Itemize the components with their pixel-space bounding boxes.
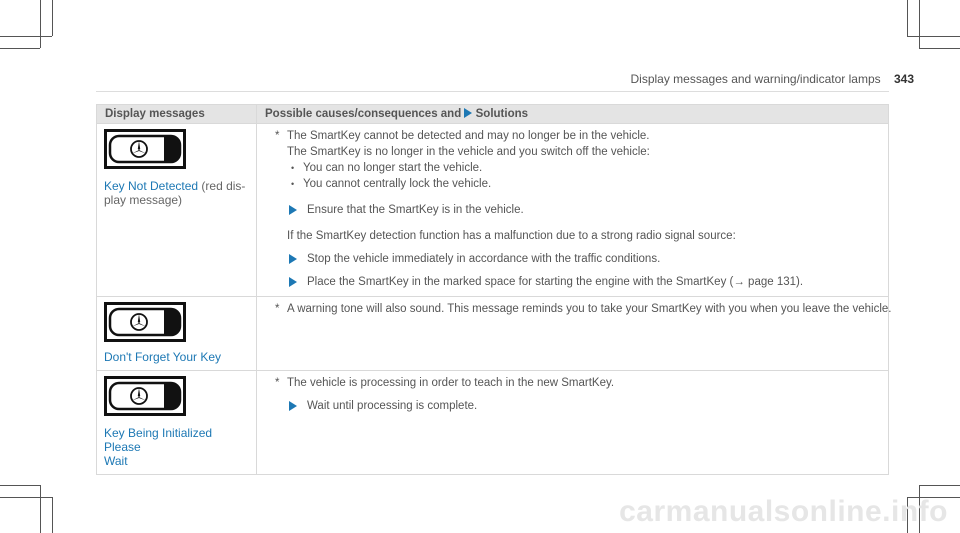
arrow-right-icon: [289, 277, 297, 287]
causes-cell: [257, 371, 889, 475]
arrow-right-icon: [289, 254, 297, 264]
crop-mark: [0, 48, 40, 49]
message-label: Key Not Detected: [104, 179, 199, 193]
solution-text: Ensure that the SmartKey is in the vehicle.: [307, 204, 524, 216]
message-label: Key Being Initialized Please: [104, 426, 213, 454]
crop-mark: [919, 485, 960, 486]
col-header-messages: Display messages: [97, 105, 257, 124]
table-header-row: [97, 105, 889, 124]
consequence-line: The SmartKey is no longer in the vehicle and you switch off the vehicle:: [287, 146, 650, 158]
bullet-icon: •: [291, 179, 295, 189]
message-note: (red dis-: [198, 179, 246, 193]
page-number: 343: [893, 72, 914, 86]
crop-mark: [40, 485, 41, 533]
message-cell: [97, 371, 257, 475]
crop-mark: [0, 36, 52, 37]
col-header-causes: [257, 105, 889, 124]
crop-mark: [919, 0, 920, 48]
message-note-cont: play message): [104, 193, 183, 207]
display-messages-table: [96, 104, 892, 475]
asterisk-icon: *: [275, 377, 280, 389]
causes-cell: [257, 297, 892, 371]
crop-mark: [0, 497, 52, 498]
header-rule: [96, 91, 889, 92]
message-cell: [97, 297, 257, 371]
cause-line: If the SmartKey detection function has a malfunction due to a strong radio signal source:: [287, 230, 736, 242]
crop-mark: [907, 36, 960, 37]
smartkey-icon: [104, 129, 186, 169]
arrow-right-icon: [289, 205, 297, 215]
cause-text: The SmartKey cannot be detected and may no longer be in the vehicle.: [287, 130, 650, 142]
cause-text: A warning tone will also sound. This message reminds you to take your SmartKey with you when you leave the vehicle.: [287, 303, 892, 315]
table-row: [97, 297, 889, 371]
solution-text: Place the SmartKey in the marked space for starting the engine with the SmartKey (→ page 131).: [307, 276, 804, 288]
page-title: Display messages and warning/indicator lamps: [630, 72, 881, 86]
watermark: carmanualsonline.info: [619, 495, 948, 528]
crop-mark: [52, 497, 53, 533]
arrow-right-icon: [289, 401, 297, 411]
asterisk-icon: *: [275, 130, 280, 142]
causes-cell: [257, 124, 889, 297]
smartkey-icon: [104, 376, 186, 416]
table-row: [97, 124, 889, 297]
crop-mark: [0, 485, 40, 486]
list-item-text: You cannot centrally lock the vehicle.: [303, 178, 492, 190]
solution-text: Wait until processing is complete.: [307, 400, 478, 412]
solution-step: [275, 251, 878, 267]
table-row: [97, 371, 889, 475]
crop-mark: [919, 48, 960, 49]
list-item: [275, 160, 878, 176]
message-label: Don't Forget Your Key: [104, 350, 222, 364]
solution-step: [275, 202, 878, 218]
message-label-cont: Wait: [104, 454, 128, 468]
crop-mark: [40, 0, 41, 48]
crop-mark: [907, 0, 908, 36]
cause-line: [275, 375, 878, 391]
list-item: [275, 176, 878, 192]
col-header-causes-label: Possible causes/consequences and: [265, 108, 462, 120]
solution-step: [275, 274, 878, 290]
cause-text: The vehicle is processing in order to teach in the new SmartKey.: [287, 377, 615, 389]
cause-line: [275, 301, 892, 317]
bullet-icon: •: [291, 163, 295, 173]
crop-mark: [52, 0, 53, 36]
message-cell: [97, 124, 257, 297]
cause-line: [275, 128, 878, 144]
col-header-solutions-label: Solutions: [475, 108, 529, 120]
asterisk-icon: *: [275, 303, 280, 315]
page-header: [631, 72, 915, 86]
arrow-right-icon: [464, 108, 472, 118]
list-item-text: You can no longer start the vehicle.: [303, 162, 483, 174]
smartkey-icon: [104, 302, 186, 342]
solution-step: [275, 398, 878, 414]
solution-text: Stop the vehicle immediately in accordance with the traffic conditions.: [307, 253, 661, 265]
